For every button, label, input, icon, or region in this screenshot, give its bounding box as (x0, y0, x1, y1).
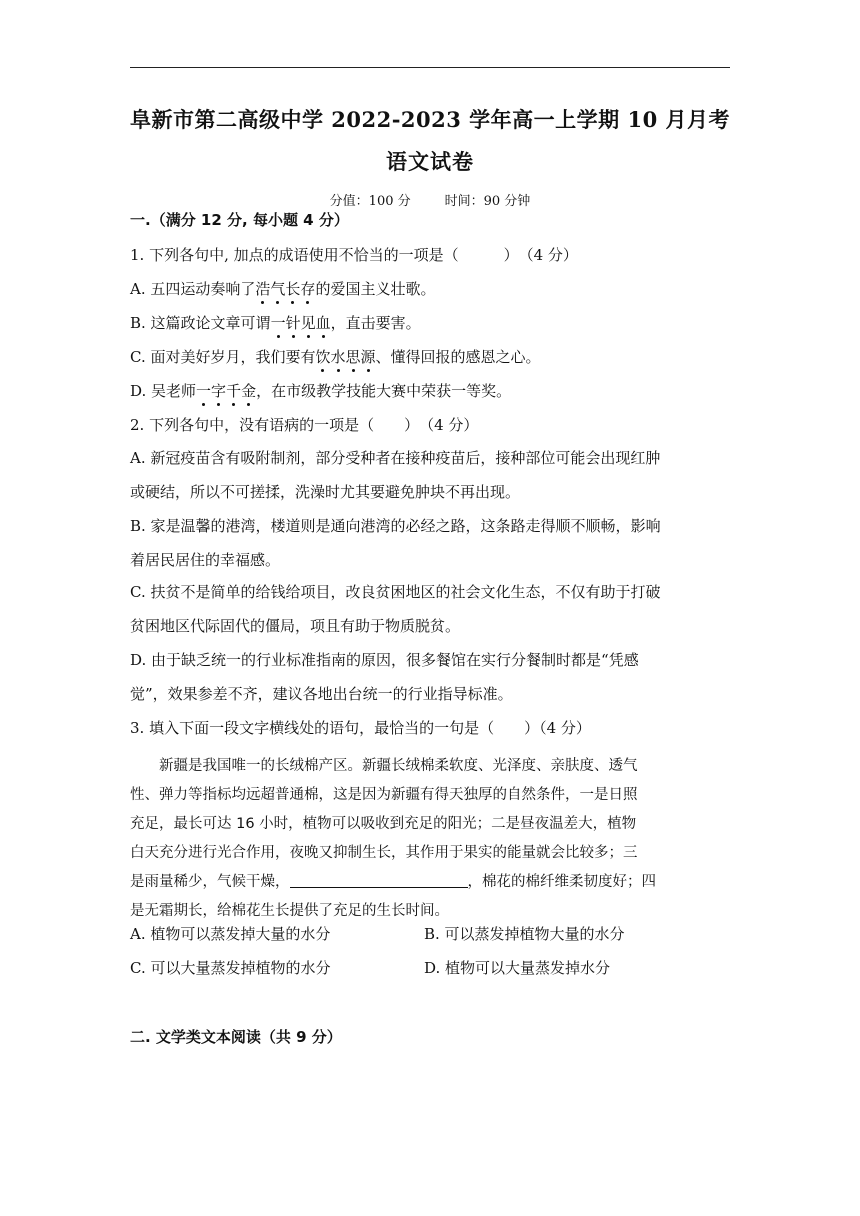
passage-line: 新疆是我国唯一的长绒棉产区。新疆长绒棉柔软度、光泽度、亲肤度、透气 (130, 758, 638, 774)
q2-option-a-line1: A. 新冠疫苗含有吸附制剂，部分受种者在接种疫苗后，接种部位可能会出现红肿 (130, 449, 661, 467)
q1-option-d: D. 吴老师一字千金，在市级教学技能大赛中荣获一等奖。 (130, 382, 512, 400)
time-info: 时间：90 分钟 (444, 194, 531, 209)
q3-option-c: C. 可以大量蒸发掉植物的水分 (130, 959, 331, 977)
header-rule (130, 67, 730, 68)
passage-line: 是雨量稀少，气候干燥， ，棉花的棉纤维柔韧度好；四 (130, 868, 730, 897)
score-info: 分值：100 分 (329, 194, 411, 209)
q1-option-b: B. 这篇政论文章可谓一针见血，直击要害。 (130, 314, 421, 332)
fill-in-blank (290, 871, 468, 888)
exam-subject-title: 语文试卷 (386, 149, 474, 174)
q1-stem: 1. 下列各句中, 加点的成语使用不恰当的一项是（ ） （4 分） (130, 246, 578, 264)
q1-option-a: A. 五四运动奏响了浩气长存的爱国主义壮歌。 (130, 280, 436, 298)
exam-title: 阜新市第二高级中学 2022-2023 学年高一上学期 10 月月考 (129, 107, 731, 132)
q3-stem: 3. 填入下面一段文字横线处的语句，最恰当的一句是（ ）（4 分） (130, 719, 591, 737)
exam-meta (0, 190, 860, 209)
q2-option-b-line2: 着居民居住的幸福感。 (130, 551, 281, 569)
q2-option-b-line1: B. 家是温馨的港湾，楼道则是通向港湾的必经之路，这条路走得顺不顺畅，影响 (130, 517, 661, 535)
passage-line: 充足，最长可达 16 小时，植物可以吸收到充足的阳光；二是昼夜温差大，植物 (130, 816, 637, 832)
q1-option-c: C. 面对美好岁月，我们要有饮水思源、懂得回报的感恩之心。 (130, 348, 541, 366)
section1-heading: 一.（满分 12 分, 每小题 4 分） (130, 211, 349, 229)
q2-option-d-line2: 觉”，效果参差不齐，建议各地出台统一的行业指导标准。 (130, 685, 513, 703)
q2-option-d-line1: D. 由于缺乏统一的行业标准指南的原因，很多餐馆在实行分餐制时都是“凭感 (130, 651, 639, 669)
section2-heading: 二. 文学类文本阅读（共 9 分） (130, 1028, 342, 1046)
passage-line: 白天充分进行光合作用，夜晚又抑制生长，其作用于果实的能量就会比较多；三 (130, 845, 638, 861)
q3-option-b: B. 可以蒸发掉植物大量的水分 (424, 925, 625, 943)
q3-passage (130, 752, 730, 926)
passage-line: 性、弹力等指标均远超普通棉，这是因为新疆有得天独厚的自然条件，一是日照 (130, 787, 638, 803)
q2-stem: 2. 下列各句中，没有语病的一项是（ ） （4 分） (130, 416, 479, 434)
passage-line: 是无霜期长，给棉花生长提供了充足的生长时间。 (130, 903, 449, 919)
q2-option-c-line1: C. 扶贫不是简单的给钱给项目，改良贫困地区的社会文化生态，不仅有助于打破 (130, 583, 661, 601)
q3-option-d: D. 植物可以大量蒸发掉水分 (424, 959, 611, 977)
q2-option-c-line2: 贫困地区代际固代的僵局，项且有助于物质脱贫。 (130, 617, 461, 635)
q2-option-a-line2: 或硬结，所以不可搓揉，洗澡时尤其要避免肿块不再出现。 (130, 483, 521, 501)
q3-option-a: A. 植物可以蒸发掉大量的水分 (130, 925, 331, 943)
